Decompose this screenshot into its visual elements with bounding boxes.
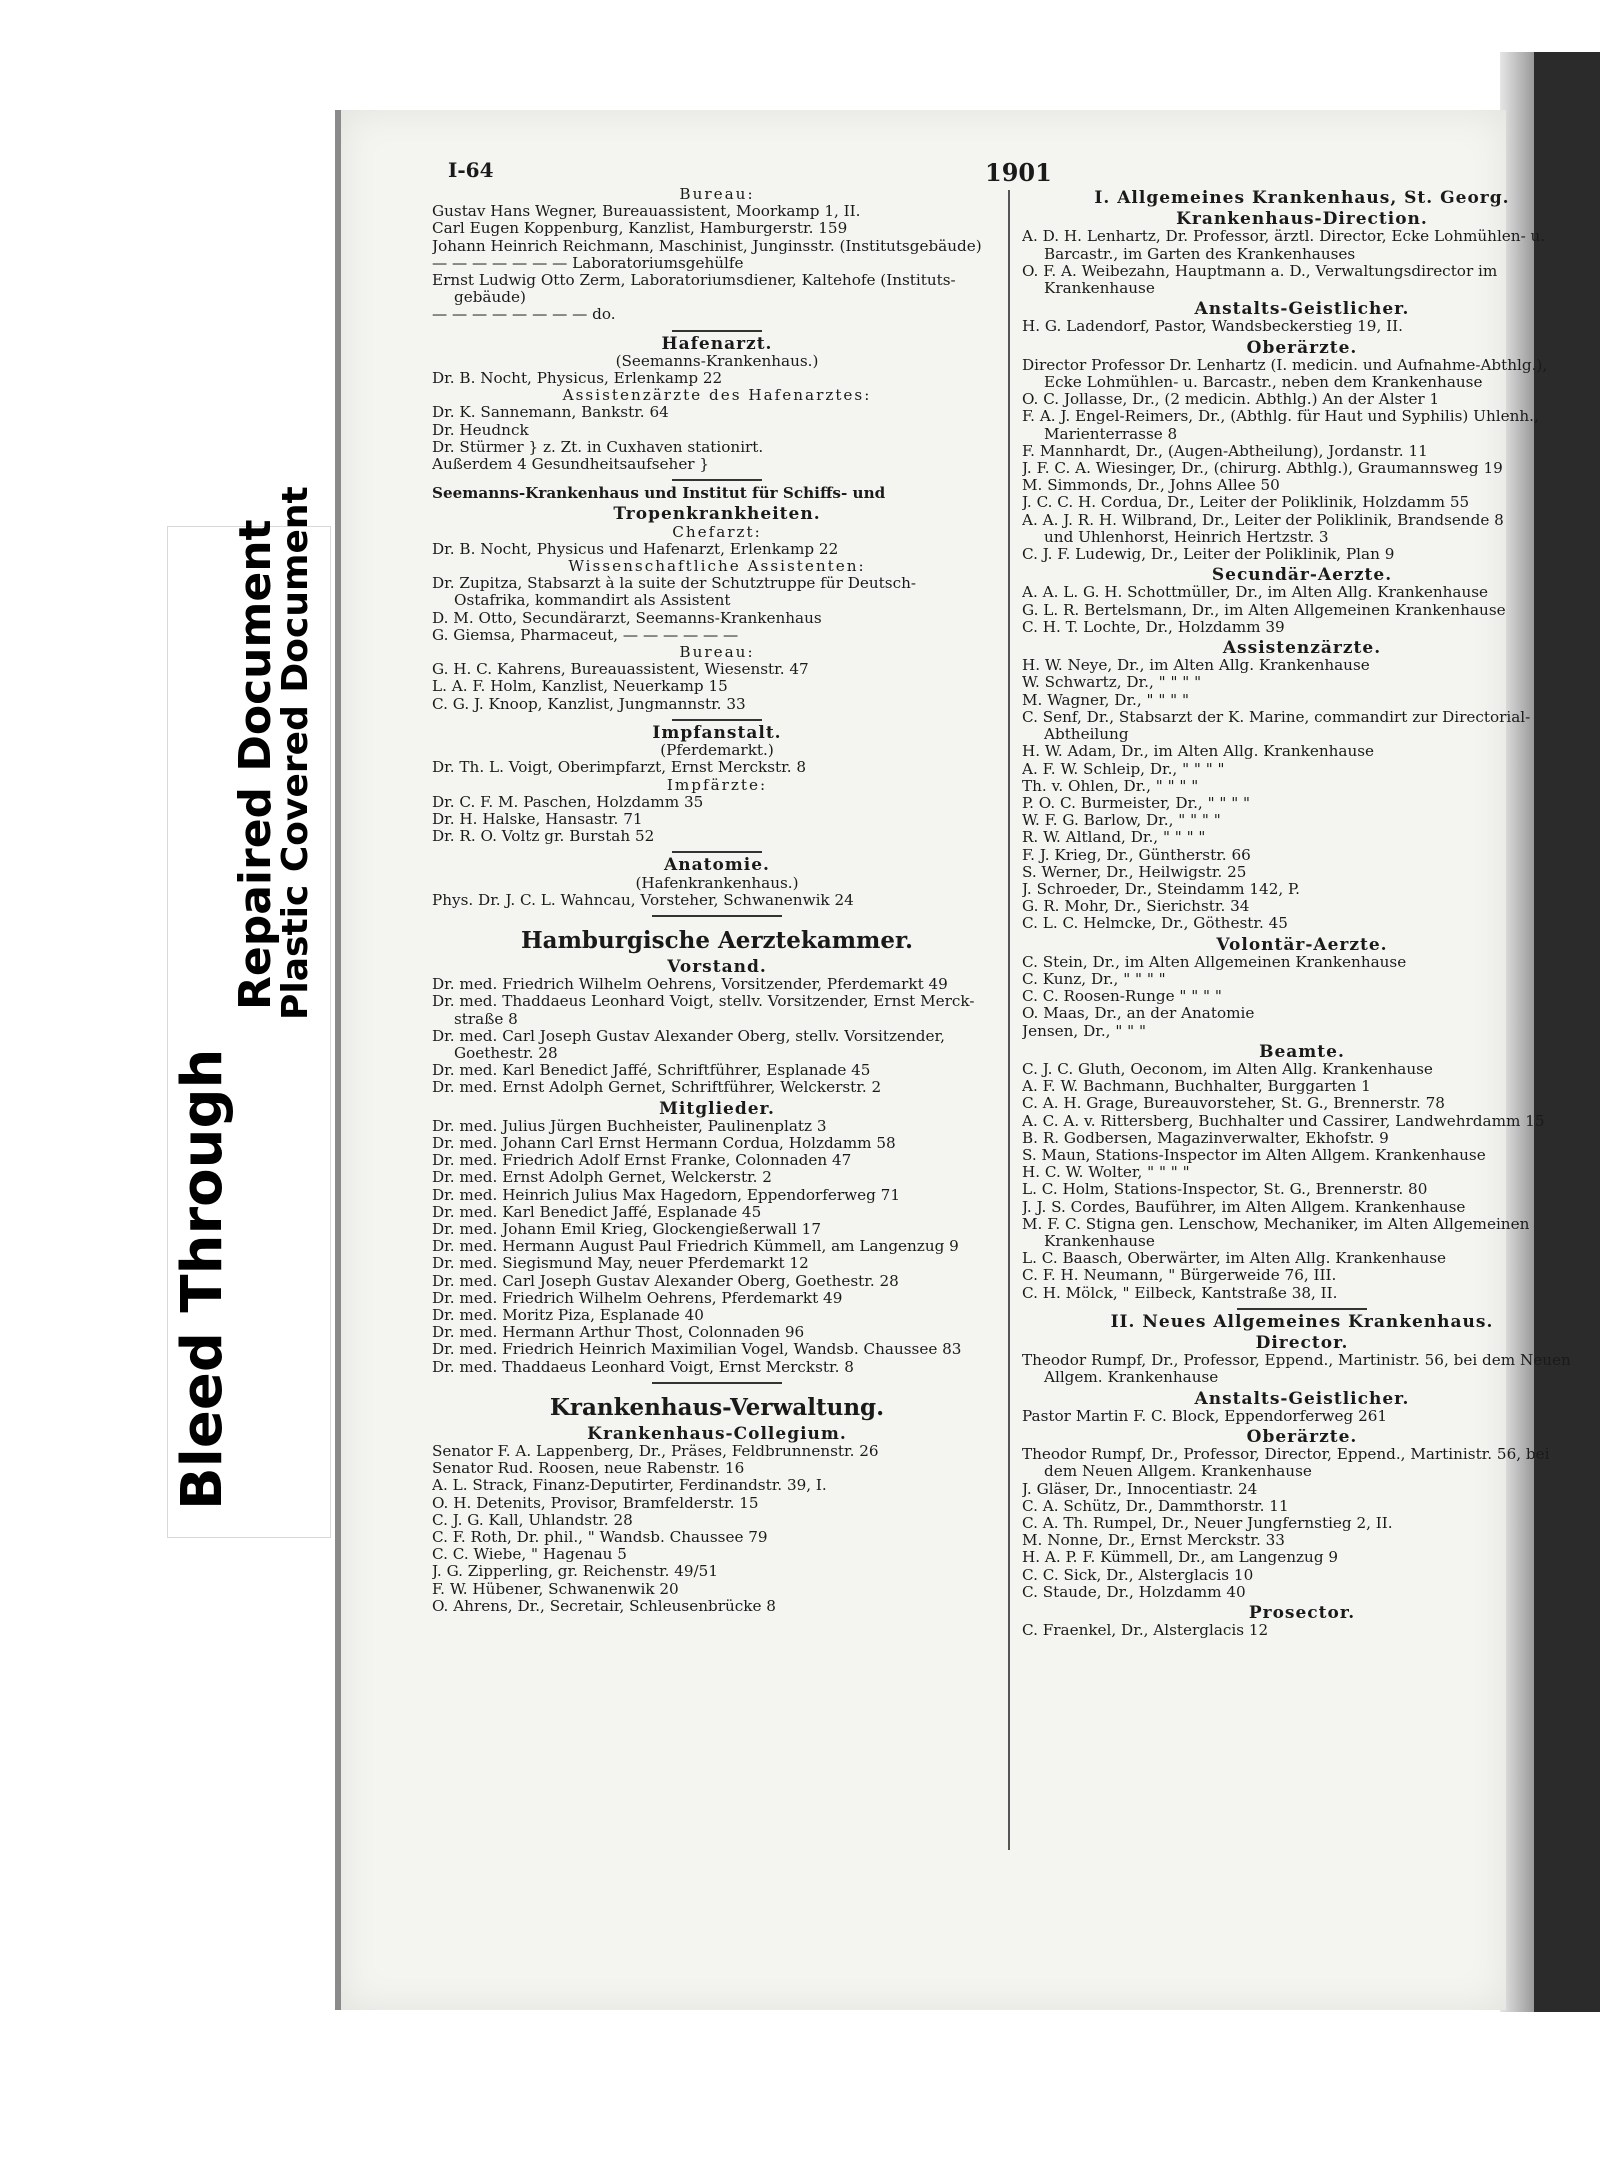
text-line: C. J. C. Gluth, Oeconom, im Alten Allg. Krankenhause [1022,1060,1433,1078]
text-line: J. G. Zipperling, gr. Reichenstr. 49/51 [432,1563,718,1581]
section-heading: Anstalts-Geistlicher. [1194,1390,1410,1408]
page-year: 1901 [985,158,1052,187]
text-line: H. G. Ladendorf, Pastor, Wandsbeckerstieg 19, II. [1022,318,1403,336]
text-line: Phys. Dr. J. C. L. Wahncau, Vorsteher, Schwanenwik 24 [432,891,854,909]
text-line: Theodor Rumpf, Dr., Professor, Eppend., Martinistr. 56, bei dem Neuen [1022,1352,1571,1370]
text-line: Bureau: [679,644,755,662]
text-line: J. Schroeder, Dr., Steindamm 142, P. [1022,880,1301,898]
text-line: straße 8 [454,1010,518,1028]
section-heading: Krankenhaus-Collegium. [587,1425,847,1443]
text-line: C. C. Roosen-Runge " " " " [1022,988,1222,1006]
text-line: Dr. Stürmer } z. Zt. in Cuxhaven stationirt. [432,438,764,456]
text-line: Carl Eugen Koppenburg, Kanzlist, Hamburgerstr. 159 [432,220,848,238]
text-line: Krankenhause [1044,280,1155,298]
text-line: C. H. T. Lochte, Dr., Holzdamm 39 [1022,618,1285,636]
text-line: A. D. H. Lenhartz, Dr. Professor, ärztl. Director, Ecke Lohmühlen- u. [1022,228,1546,246]
text-line: Krankenhause [1044,1232,1155,1250]
text-line: M. Simmonds, Dr., Johns Allee 50 [1022,477,1280,495]
text-line: H. W. Neye, Dr., im Alten Allg. Krankenhause [1022,657,1370,675]
section-rule [1237,1308,1367,1310]
section-heading: Tropenkrankheiten. [613,506,821,524]
section-heading: Assistenzärzte. [1222,640,1382,658]
text-line: M. Nonne, Dr., Ernst Merckstr. 33 [1022,1532,1285,1550]
section-heading: Oberärzte. [1246,339,1358,357]
label-bleed-through: Bleed Through [170,1048,235,1510]
text-line: A. F. W. Schleip, Dr., " " " " [1022,760,1225,778]
label-plastic-covered: Plastic Covered Document [275,486,316,1020]
section-heading: Anatomie. [664,857,770,875]
text-line: L. A. F. Holm, Kanzlist, Neuerkamp 15 [432,678,728,696]
text-line: Dr. Th. L. Voigt, Oberimpfarzt, Ernst Merckstr. 8 [432,759,807,777]
text-line: Abtheilung [1044,726,1129,744]
text-line: und Uhlenhorst, Heinrich Hertzstr. 3 [1044,528,1329,546]
text-line: Dr. R. O. Voltz gr. Burstah 52 [432,828,655,846]
text-line: Seemanns-Krankenhaus und Institut für Schiffs- und [432,485,886,503]
section-rule [672,719,762,721]
text-line: H. W. Adam, Dr., im Alten Allg. Krankenhause [1022,743,1375,761]
text-line: gebäude) [454,289,526,307]
text-line: Dr. med. Friedrich Wilhelm Oehrens, Vorsitzender, Pferdemarkt 49 [432,976,948,994]
text-line: F. A. J. Engel-Reimers, Dr., (Abthlg. für Haut und Syphilis) Uhlenh., [1022,408,1539,426]
section-heading: Krankenhaus-Verwaltung. [549,1393,885,1421]
right-column [1022,186,1582,1639]
text-line: Dr. Zupitza, Stabsarzt à la suite der Schutztruppe für Deutsch- [432,575,916,593]
text-line: C. Fraenkel, Dr., Alsterglacis 12 [1022,1622,1269,1640]
text-line: C. A. Th. Rumpel, Dr., Neuer Jungfernstieg 2, II. [1022,1515,1393,1533]
text-line: Ecke Lohmühlen- u. Barcastr., neben dem Krankenhause [1044,374,1483,392]
section-heading: Impfanstalt. [652,724,782,743]
text-line: O. H. Detenits, Provisor, Bramfelderstr. 15 [432,1494,759,1512]
section-heading: Mitglieder. [659,1100,775,1118]
text-line: Dr. med. Ernst Adolph Gernet, Welckerstr. 2 [432,1169,772,1187]
section-heading: Oberärzte. [1246,1429,1358,1447]
text-line: G. Giemsa, Pharmaceut, — — — — — — [432,626,739,644]
text-line: Dr. Heudnck [432,421,529,439]
text-line: A. A. L. G. H. Schottmüller, Dr., im Alten Allg. Krankenhause [1022,584,1489,602]
text-line: Dr. med. Thaddaeus Leonhard Voigt, stellv. Vorsitzender, Ernst Merck- [432,993,975,1011]
text-line: Dr. med. Karl Benedict Jaffé, Esplanade 45 [432,1203,762,1221]
text-line: C. Senf, Dr., Stabsarzt der K. Marine, commandirt zur Directorial- [1022,708,1531,726]
text-line: Dr. med. Carl Joseph Gustav Alexander Oberg, Goethestr. 28 [432,1272,899,1290]
text-line: Dr. med. Hermann August Paul Friedrich Kümmell, am Langenzug 9 [432,1238,959,1256]
section-heading: Anstalts-Geistlicher. [1194,301,1410,319]
text-line: (Hafenkrankenhaus.) [635,874,799,892]
text-line: (Seemanns-Krankenhaus.) [615,352,819,370]
text-line: M. Wagner, Dr., " " " " [1022,691,1189,709]
section-heading: Volontär-Aerzte. [1216,936,1388,954]
text-line: Director Professor Dr. Lenhartz (I. medicin. und Aufnahme-Abthlg.), [1022,356,1548,374]
text-line: C. J. G. Kall, Uhlandstr. 28 [432,1511,633,1529]
text-line: — — — — — — — — do. [432,306,616,324]
text-line: Senator F. A. Lappenberg, Dr., Präses, Feldbrunnenstr. 26 [432,1443,879,1460]
text-line: Dr. K. Sannemann, Bankstr. 64 [432,404,669,422]
text-line: Marienterrasse 8 [1044,425,1178,443]
section-rule [672,851,762,853]
left-column [432,186,1002,1615]
text-line: J. F. C. A. Wiesinger, Dr., (chirurg. Abthlg.), Graumannsweg 19 [1022,460,1503,478]
text-line: Goethestr. 28 [454,1044,558,1062]
text-line: Dr. med. Johann Carl Ernst Hermann Cordua, Holzdamm 58 [432,1134,896,1152]
page-number: I-64 [448,158,494,182]
text-line: W. Schwartz, Dr., " " " " [1022,674,1202,692]
text-line: Dr. med. Friedrich Wilhelm Oehrens, Pferdemarkt 49 [432,1289,843,1307]
text-line: L. C. Baasch, Oberwärter, im Alten Allg. Krankenhause [1022,1250,1447,1268]
text-line: O. Maas, Dr., an der Anatomie [1022,1005,1255,1023]
section-rule [672,479,762,481]
text-line: J. Gläser, Dr., Innocentiastr. 24 [1022,1480,1258,1498]
text-line: L. C. Holm, Stations-Inspector, St. G., Brennerstr. 80 [1022,1181,1428,1199]
text-line: Dr. C. F. M. Paschen, Holzdamm 35 [432,793,704,811]
text-line: Dr. med. Karl Benedict Jaffé, Schriftführer, Esplanade 45 [432,1062,871,1080]
label-repaired-document: Repaired Document [230,519,281,1010]
text-line: J. C. C. H. Cordua, Dr., Leiter der Poliklinik, Holzdamm 55 [1022,494,1470,512]
text-line: Impfärzte: [666,776,768,794]
text-line: Theodor Rumpf, Dr., Professor, Director, Eppend., Martinistr. 56, bei [1022,1446,1550,1464]
text-line: Dr. med. Carl Joseph Gustav Alexander Oberg, stellv. Vorsitzender, [432,1027,945,1045]
section-heading: Beamte. [1259,1043,1345,1061]
text-line: O. C. Jollasse, Dr., (2 medicin. Abthlg.) An der Alster 1 [1022,391,1440,409]
section-rule [672,330,762,332]
text-line: Dr. med. Ernst Adolph Gernet, Schriftführer, Welckerstr. 2 [432,1079,882,1097]
text-line: C. L. C. Helmcke, Dr., Göthestr. 45 [1022,915,1288,933]
text-line: Johann Heinrich Reichmann, Maschinist, Junginsstr. (Institutsgebäude) [432,237,982,255]
text-line: C. F. H. Neumann, " Bürgerweide 76, III. [1022,1267,1337,1285]
section-heading: Hamburgische Aerztekammer. [520,926,914,954]
text-line: Dr. med. Friedrich Adolf Ernst Franke, Colonnaden 47 [432,1152,852,1170]
text-line: C. Staude, Dr., Holzdamm 40 [1022,1583,1246,1601]
text-line: M. F. C. Stigna gen. Lenschow, Mechaniker, im Alten Allgemeinen [1022,1215,1530,1233]
text-line: C. J. F. Ludewig, Dr., Leiter der Poliklinik, Plan 9 [1022,546,1395,564]
text-line: C. Stein, Dr., im Alten Allgemeinen Krankenhause [1022,953,1407,971]
text-line: Jensen, Dr., " " " [1022,1022,1146,1040]
text-line: C. C. Wiebe, " Hagenau 5 [432,1546,627,1564]
section-heading: I. Allgemeines Krankenhaus, St. Georg. [1094,190,1510,208]
text-line: F. W. Hübener, Schwanenwik 20 [432,1580,679,1598]
text-line: J. J. S. Cordes, Bauführer, im Alten Allgem. Krankenhause [1022,1198,1466,1216]
top-margin [0,0,1600,52]
text-line: dem Neuen Allgem. Krankenhause [1044,1463,1312,1481]
text-line: D. M. Otto, Secundärarzt, Seemanns-Krankenhaus [432,609,822,627]
text-line: Dr. B. Nocht, Physicus und Hafenarzt, Erlenkamp 22 [432,540,839,558]
text-line: H. A. P. F. Kümmell, Dr., am Langenzug 9 [1022,1549,1339,1567]
text-line: A. F. W. Bachmann, Buchhalter, Burggarten 1 [1022,1078,1371,1096]
text-line: A. C. A. v. Rittersberg, Buchhalter und Cassirer, Landwehrdamm 15 [1022,1112,1545,1130]
text-line: Gustav Hans Wegner, Bureauassistent, Moorkamp 1, II. [432,203,861,221]
text-line: Ostafrika, kommandirt als Assistent [454,592,731,610]
text-line: Chefarzt: [672,523,762,541]
text-line: C. A. Schütz, Dr., Dammthorstr. 11 [1022,1497,1289,1515]
text-line: (Pferdemarkt.) [660,742,774,760]
text-line: R. W. Altland, Dr., " " " " [1022,829,1206,847]
text-line: F. Mannhardt, Dr., (Augen-Abtheilung), Jordanstr. 11 [1022,442,1428,460]
text-line: Allgem. Krankenhause [1044,1369,1219,1387]
text-line: Dr. med. Julius Jürgen Buchheister, Paulinenplatz 3 [432,1117,827,1135]
text-line: Dr. med. Heinrich Julius Max Hagedorn, Eppendorferweg 71 [432,1186,901,1204]
text-line: C. H. Mölck, " Eilbeck, Kantstraße 38, II. [1022,1284,1338,1302]
text-line: Dr. B. Nocht, Physicus, Erlenkamp 22 [432,370,723,388]
text-line: Th. v. Ohlen, Dr., " " " " [1022,777,1199,795]
text-line: Bureau: [679,186,755,203]
text-line: F. J. Krieg, Dr., Güntherstr. 66 [1022,846,1251,864]
text-line: Dr. med. Moritz Piza, Esplanade 40 [432,1306,704,1324]
text-line: Dr. med. Hermann Arthur Thost, Colonnaden 96 [432,1324,805,1342]
text-line: A. A. J. R. H. Wilbrand, Dr., Leiter der Poliklinik, Brandsende 8 [1022,511,1504,529]
column-divider [1008,190,1010,1850]
text-line: Dr. H. Halske, Hansastr. 71 [432,810,643,828]
text-line: Dr. med. Siegismund May, neuer Pferdemarkt 12 [432,1255,809,1273]
section-heading: Vorstand. [667,958,767,977]
text-line: — — — — — — — Laboratoriumsgehülfe [432,254,744,272]
text-line: Senator Rud. Roosen, neue Rabenstr. 16 [432,1460,745,1478]
text-line: Assistenzärzte des Hafenarztes: [562,387,872,405]
section-heading: Director. [1255,1335,1349,1353]
text-line: Barcastr., im Garten des Krankenhauses [1044,245,1356,263]
text-line: Dr. med. Thaddaeus Leonhard Voigt, Ernst Merckstr. 8 [432,1358,854,1376]
section-rule [652,1382,782,1384]
text-line: P. O. C. Burmeister, Dr., " " " " [1022,794,1250,812]
text-line: O. F. A. Weibezahn, Hauptmann a. D., Verwaltungsdirector im [1022,262,1498,280]
section-heading: Prosector. [1248,1605,1356,1623]
text-line: Außerdem 4 Gesundheitsaufseher } [432,456,710,474]
text-line: O. Ahrens, Dr., Secretair, Schleusenbrücke 8 [432,1597,776,1615]
text-line: C. Kunz, Dr., " " " " [1022,970,1166,988]
text-line: B. R. Godbersen, Magazinverwalter, Ekhofstr. 9 [1022,1129,1389,1147]
text-line: C. G. J. Knoop, Kanzlist, Jungmannstr. 33 [432,695,746,713]
text-line: A. L. Strack, Finanz-Deputirter, Ferdinandstr. 39, I. [432,1477,827,1495]
section-heading: Secundär-Aerzte. [1211,567,1393,585]
section-rule [652,915,782,917]
text-line: G. H. C. Kahrens, Bureauassistent, Wiesenstr. 47 [432,661,809,679]
text-line: S. Maun, Stations-Inspector im Alten Allgem. Krankenhause [1022,1146,1486,1164]
text-line: Ernst Ludwig Otto Zerm, Laboratoriumsdiener, Kaltehofe (Instituts- [432,272,956,290]
text-line: Dr. med. Johann Emil Krieg, Glockengießerwall 17 [432,1220,822,1238]
section-heading: Hafenarzt. [661,335,773,353]
text-line: H. C. W. Wolter, " " " " [1022,1164,1190,1182]
section-heading: Krankenhaus-Direction. [1176,211,1428,229]
text-line: C. C. Sick, Dr., Alsterglacis 10 [1022,1566,1254,1584]
text-line: S. Werner, Dr., Heilwigstr. 25 [1022,863,1247,881]
text-line: Wissenschaftliche Assistenten: [568,558,866,576]
text-line: G. L. R. Bertelsmann, Dr., im Alten Allgemeinen Krankenhause [1022,601,1506,619]
text-line: C. A. H. Grage, Bureauvorsteher, St. G., Brennerstr. 78 [1022,1095,1445,1113]
text-line: Dr. med. Friedrich Heinrich Maximilian Vogel, Wandsb. Chaussee 83 [432,1341,962,1359]
section-heading: II. Neues Allgemeines Krankenhaus. [1110,1313,1494,1331]
text-line: Pastor Martin F. C. Block, Eppendorferweg 261 [1022,1407,1388,1425]
text-line: W. F. G. Barlow, Dr., " " " " [1022,812,1221,830]
text-line: C. F. Roth, Dr. phil., " Wandsb. Chaussee 79 [432,1529,768,1547]
text-line: G. R. Mohr, Dr., Sierichstr. 34 [1022,898,1250,916]
